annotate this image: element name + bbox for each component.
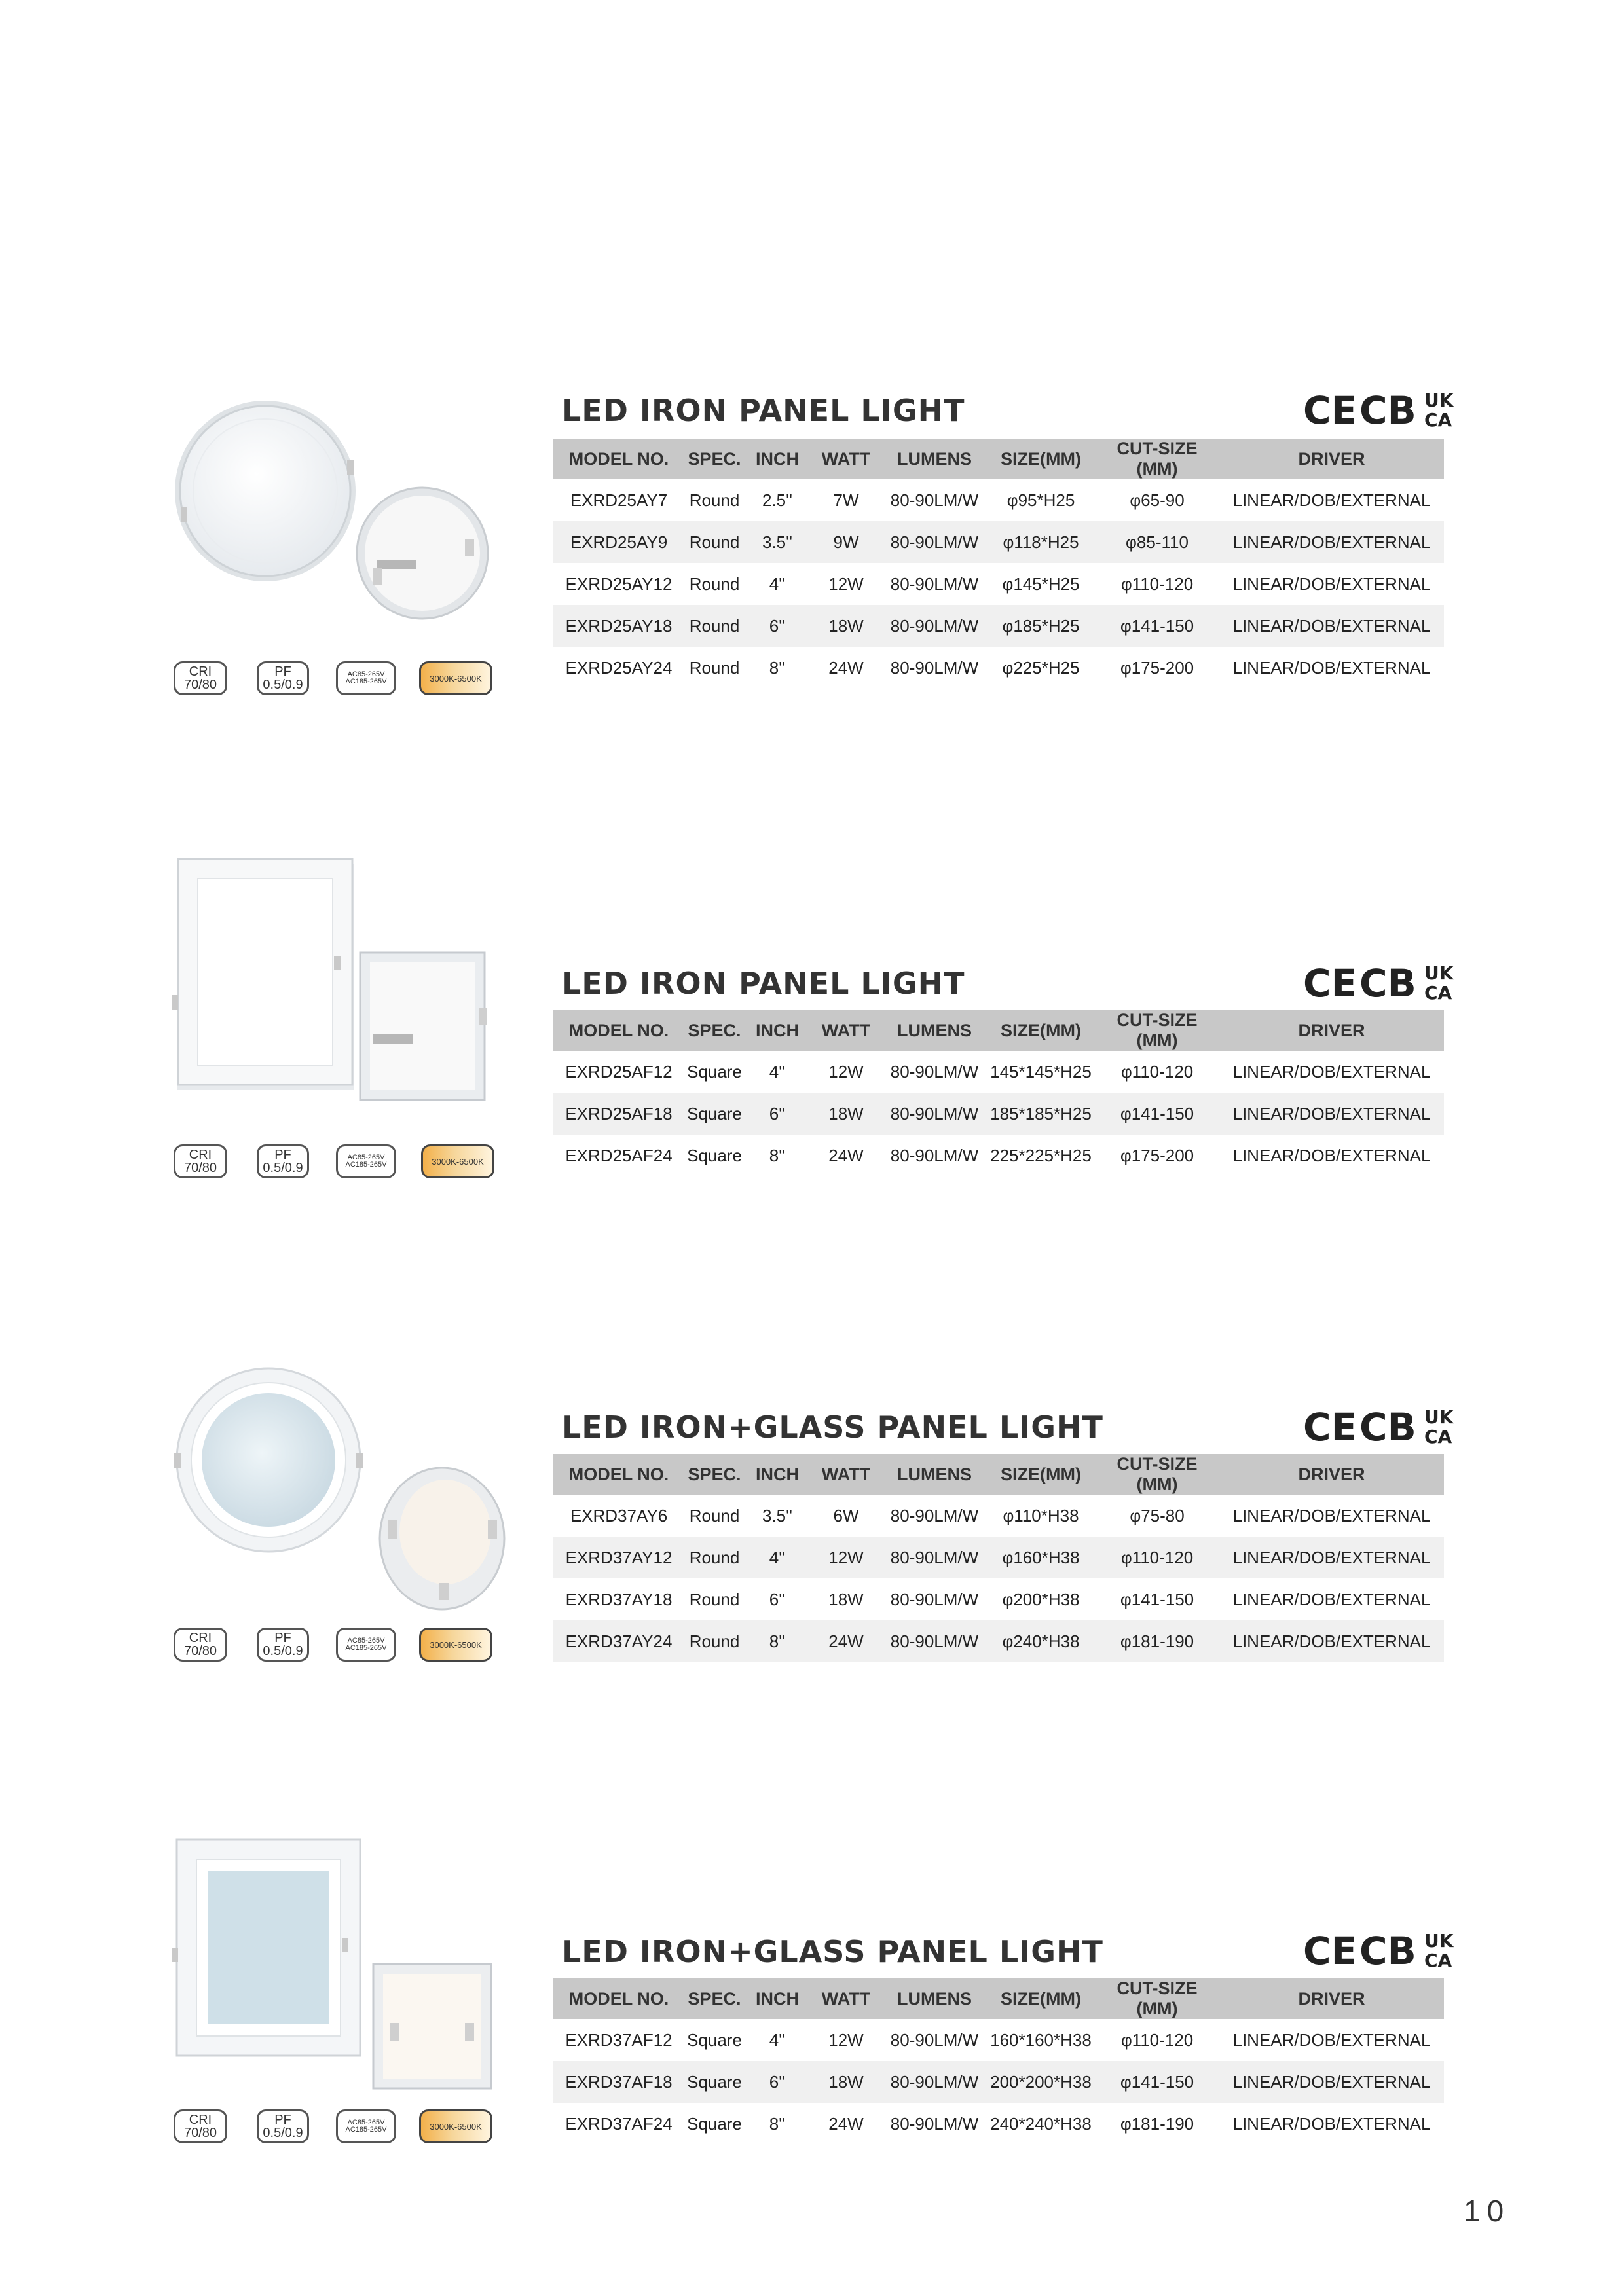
- cri-label: CRI: [189, 1631, 212, 1645]
- table-row: [553, 1620, 1444, 1662]
- table-cell: LINEAR/DOB/EXTERNAL: [1219, 521, 1444, 563]
- column-header: LUMENS: [882, 439, 987, 479]
- table-cell: LINEAR/DOB/EXTERNAL: [1232, 1061, 1431, 1082]
- table-cell: 80-90LM/W: [890, 2030, 979, 2050]
- table-cell: EXRD37AF24: [565, 2113, 673, 2134]
- pf-badge: [257, 2109, 309, 2143]
- cri-label: CRI: [189, 2113, 212, 2127]
- cri-label: CRI: [189, 1148, 212, 1162]
- column-header: WATT: [810, 1010, 882, 1051]
- table-cell: Square: [687, 2030, 742, 2050]
- column-header: DRIVER: [1219, 439, 1444, 479]
- svg-text:CA: CA: [1424, 1950, 1452, 1969]
- column-header: SIZE(MM): [987, 1978, 1095, 2019]
- table-row: [553, 1051, 1444, 1093]
- table-row: [553, 521, 1444, 563]
- cri-badge: [174, 1628, 227, 1662]
- table-row: [553, 563, 1444, 605]
- table-row: [553, 1495, 1444, 1537]
- cri-label: CRI: [189, 665, 212, 679]
- column-header: SPEC.: [684, 1978, 745, 2019]
- column-header: CUT-SIZE (MM): [1095, 1978, 1219, 2019]
- cri-badge: [174, 661, 227, 695]
- spec-table: [553, 1978, 1444, 2145]
- table-cell: φ110-120: [1120, 2030, 1194, 2050]
- column-header: INCH: [745, 1454, 810, 1495]
- pf-label: PF: [274, 1148, 291, 1162]
- column-header: SPEC.: [684, 439, 745, 479]
- cb-mark-icon: [1359, 390, 1416, 429]
- table-header-row: [553, 1978, 1444, 2019]
- table-cell: LINEAR/DOB/EXTERNAL: [1232, 2113, 1431, 2134]
- certification-marks: [1303, 962, 1454, 1002]
- svg-text:CE: CE: [1303, 1930, 1357, 1969]
- table-cell: EXRD37AF18: [553, 2061, 684, 2103]
- table-cell: 18W: [828, 1589, 864, 1609]
- table-cell: 80-90LM/W: [882, 1093, 987, 1135]
- table-cell: φ110-120: [1095, 1537, 1219, 1578]
- table-cell: Round: [684, 1537, 745, 1578]
- table-cell: φ181-190: [1120, 2113, 1194, 2134]
- table-cell: EXRD25AY18: [553, 605, 684, 647]
- certification-marks: [1303, 1930, 1454, 1969]
- table-cell: 12W: [828, 2030, 864, 2050]
- spec-badges: [174, 661, 501, 699]
- table-cell: LINEAR/DOB/EXTERNAL: [1219, 605, 1444, 647]
- table-cell: φ110-120: [1120, 1061, 1194, 1082]
- table-cell: 240*240*H38: [990, 2113, 1092, 2134]
- column-header: LUMENS: [882, 1454, 987, 1495]
- column-header: SPEC.: [684, 1010, 745, 1051]
- svg-text:CA: CA: [1424, 982, 1452, 1002]
- table-cell: LINEAR/DOB/EXTERNAL: [1219, 1537, 1444, 1578]
- table-cell: Square: [687, 1145, 742, 1165]
- table-cell: 225*225*H25: [990, 1145, 1092, 1165]
- table-header-row: [553, 1454, 1444, 1495]
- table-cell: 8'': [769, 1145, 786, 1165]
- table-row: [553, 479, 1444, 521]
- table-cell: LINEAR/DOB/EXTERNAL: [1232, 2030, 1431, 2050]
- voltage-line-2: AC185-265V: [345, 2126, 387, 2134]
- column-header: INCH: [745, 1010, 810, 1051]
- cri-value: 70/80: [183, 678, 217, 692]
- table-cell: 80-90LM/W: [890, 2113, 979, 2134]
- table-cell: φ85-110: [1095, 521, 1219, 563]
- pf-value: 0.5/0.9: [263, 1161, 303, 1175]
- spec-table: [553, 1010, 1444, 1176]
- ce-mark-icon: [1303, 1406, 1357, 1446]
- column-header: DRIVER: [1219, 1010, 1444, 1051]
- spec-badges: [174, 1144, 501, 1182]
- table-cell: EXRD37AY12: [553, 1537, 684, 1578]
- page-number: 10: [1464, 2194, 1511, 2228]
- table-cell: 4'': [769, 1061, 786, 1082]
- table-cell: 6'': [745, 1093, 810, 1135]
- table-cell: Round: [689, 657, 740, 678]
- svg-text:UK: UK: [1424, 962, 1454, 984]
- svg-text:UK: UK: [1424, 1406, 1454, 1428]
- pf-value: 0.5/0.9: [263, 1644, 303, 1658]
- voltage-badge: [336, 1628, 396, 1662]
- cri-badge: [174, 2109, 227, 2143]
- column-header: LUMENS: [882, 1978, 987, 2019]
- table-cell: LINEAR/DOB/EXTERNAL: [1219, 1093, 1444, 1135]
- table-cell: 8'': [769, 2113, 786, 2134]
- table-row: [553, 1135, 1444, 1176]
- table-cell: φ240*H38: [987, 1620, 1095, 1662]
- certification-marks: [1303, 1406, 1454, 1446]
- column-header: WATT: [810, 1454, 882, 1495]
- table-cell: 12W: [828, 1061, 864, 1082]
- table-cell: 6W: [833, 1505, 859, 1525]
- column-header: INCH: [745, 439, 810, 479]
- table-row: [553, 605, 1444, 647]
- column-header: CUT-SIZE (MM): [1095, 439, 1219, 479]
- pf-label: PF: [274, 665, 291, 679]
- table-cell: 80-90LM/W: [882, 1620, 987, 1662]
- ce-mark-icon: [1303, 390, 1357, 429]
- column-header: MODEL NO.: [553, 1978, 684, 2019]
- table-cell: LINEAR/DOB/EXTERNAL: [1232, 574, 1431, 594]
- voltage-line-2: AC185-265V: [345, 1644, 387, 1652]
- table-cell: φ145*H25: [1002, 574, 1080, 594]
- table-cell: 80-90LM/W: [890, 1505, 979, 1525]
- table-cell: Round: [689, 574, 740, 594]
- table-cell: φ160*H38: [987, 1537, 1095, 1578]
- column-header: SIZE(MM): [987, 1454, 1095, 1495]
- table-cell: φ110-120: [1120, 574, 1194, 594]
- svg-text:CE: CE: [1303, 962, 1357, 1002]
- table-cell: LINEAR/DOB/EXTERNAL: [1219, 1620, 1444, 1662]
- table-cell: 6'': [745, 2061, 810, 2103]
- column-header: SIZE(MM): [987, 1010, 1095, 1051]
- table-cell: φ118*H25: [987, 521, 1095, 563]
- table-cell: φ65-90: [1130, 490, 1185, 510]
- ukca-mark-icon: [1424, 390, 1454, 429]
- voltage-badge: [336, 1144, 396, 1178]
- section-title: LED IRON PANEL LIGHT: [562, 966, 965, 1001]
- table-cell: Round: [689, 490, 740, 510]
- table-cell: 80-90LM/W: [882, 605, 987, 647]
- table-cell: Round: [684, 605, 745, 647]
- cri-value: 70/80: [183, 2126, 217, 2140]
- column-header: SPEC.: [684, 1454, 745, 1495]
- table-cell: 7W: [833, 490, 859, 510]
- column-header: MODEL NO.: [553, 1454, 684, 1495]
- table-row: [553, 647, 1444, 689]
- ce-mark-icon: [1303, 1930, 1357, 1969]
- cri-value: 70/80: [183, 1161, 217, 1175]
- svg-text:CB: CB: [1359, 1406, 1416, 1446]
- square-glass-panel-light-icon: [157, 1827, 524, 2102]
- table-cell: 160*160*H38: [990, 2030, 1092, 2050]
- voltage-line-1: AC85-265V: [347, 670, 385, 678]
- table-cell: φ185*H25: [987, 605, 1095, 647]
- section-title: LED IRON+GLASS PANEL LIGHT: [562, 1410, 1103, 1445]
- pf-value: 0.5/0.9: [263, 678, 303, 692]
- table-cell: 145*145*H25: [990, 1061, 1092, 1082]
- table-cell: φ75-80: [1130, 1505, 1185, 1525]
- pf-label: PF: [274, 1631, 291, 1645]
- pf-label: PF: [274, 2113, 291, 2127]
- ukca-mark-icon: [1424, 962, 1454, 1002]
- table-cell: 80-90LM/W: [882, 521, 987, 563]
- table-cell: φ200*H38: [1002, 1589, 1080, 1609]
- table-cell: EXRD25AF24: [565, 1145, 673, 1165]
- table-cell: 80-90LM/W: [890, 657, 979, 678]
- table-cell: LINEAR/DOB/EXTERNAL: [1232, 490, 1431, 510]
- column-header: INCH: [745, 1978, 810, 2019]
- table-cell: EXRD25AF12: [565, 1061, 673, 1082]
- table-row: [553, 1537, 1444, 1578]
- column-header: CUT-SIZE (MM): [1095, 1454, 1219, 1495]
- certification-marks: [1303, 390, 1454, 429]
- table-cell: EXRD25AY7: [570, 490, 668, 510]
- column-header: SIZE(MM): [987, 439, 1095, 479]
- spec-badges: [174, 2109, 501, 2147]
- cct-badge: 3000K-6500K: [419, 2109, 492, 2143]
- voltage-line-1: AC85-265V: [347, 2119, 385, 2126]
- cct-badge: 3000K-6500K: [419, 661, 492, 695]
- table-cell: EXRD37AY6: [570, 1505, 668, 1525]
- table-cell: 4'': [769, 2030, 786, 2050]
- table-cell: EXRD25AY12: [565, 574, 673, 594]
- table-cell: Round: [684, 521, 745, 563]
- section-title: LED IRON+GLASS PANEL LIGHT: [562, 1934, 1103, 1969]
- table-cell: φ95*H25: [1006, 490, 1075, 510]
- table-cell: 3.5'': [745, 521, 810, 563]
- column-header: CUT-SIZE (MM): [1095, 1010, 1219, 1051]
- voltage-line-2: AC185-265V: [345, 678, 387, 685]
- spec-table: [553, 1454, 1444, 1662]
- table-cell: 9W: [810, 521, 882, 563]
- column-header: LUMENS: [882, 1010, 987, 1051]
- table-row: [553, 1093, 1444, 1135]
- square-panel-light-icon: [157, 851, 524, 1113]
- table-cell: Square: [684, 2061, 745, 2103]
- table-cell: EXRD37AF12: [565, 2030, 673, 2050]
- round-panel-light-icon: [157, 363, 524, 651]
- table-row: [553, 2103, 1444, 2145]
- table-cell: φ141-150: [1095, 2061, 1219, 2103]
- cri-badge: [174, 1144, 227, 1178]
- column-header: WATT: [810, 439, 882, 479]
- svg-text:CB: CB: [1359, 390, 1416, 429]
- table-cell: LINEAR/DOB/EXTERNAL: [1219, 2061, 1444, 2103]
- table-cell: φ175-200: [1120, 1145, 1194, 1165]
- cb-mark-icon: [1359, 1930, 1416, 1969]
- table-row: [553, 2061, 1444, 2103]
- table-cell: 8'': [745, 1620, 810, 1662]
- cri-value: 70/80: [183, 1644, 217, 1658]
- table-cell: Square: [684, 1093, 745, 1135]
- svg-text:CA: CA: [1424, 409, 1452, 429]
- table-cell: 4'': [769, 574, 786, 594]
- table-cell: 80-90LM/W: [890, 490, 979, 510]
- table-cell: 3.5'': [762, 1505, 793, 1525]
- pf-badge: [257, 1628, 309, 1662]
- table-cell: φ141-150: [1095, 605, 1219, 647]
- table-cell: 6'': [745, 605, 810, 647]
- table-cell: EXRD37AY18: [565, 1589, 673, 1609]
- table-cell: Round: [684, 1620, 745, 1662]
- pf-badge: [257, 661, 309, 695]
- round-glass-panel-light-icon: [157, 1336, 524, 1624]
- table-cell: 24W: [828, 2113, 864, 2134]
- svg-text:UK: UK: [1424, 390, 1454, 411]
- table-cell: LINEAR/DOB/EXTERNAL: [1232, 1589, 1431, 1609]
- table-cell: φ225*H25: [1002, 657, 1080, 678]
- table-cell: 200*200*H38: [987, 2061, 1095, 2103]
- voltage-badge: [336, 661, 396, 695]
- column-header: MODEL NO.: [553, 1010, 684, 1051]
- table-cell: LINEAR/DOB/EXTERNAL: [1232, 657, 1431, 678]
- table-cell: LINEAR/DOB/EXTERNAL: [1232, 1505, 1431, 1525]
- table-cell: EXRD25AY24: [565, 657, 673, 678]
- cct-badge: 3000K-6500K: [419, 1628, 492, 1662]
- column-header: MODEL NO.: [553, 439, 684, 479]
- svg-text:UK: UK: [1424, 1930, 1454, 1952]
- column-header: WATT: [810, 1978, 882, 2019]
- voltage-line-1: AC85-265V: [347, 1154, 385, 1161]
- table-cell: 18W: [810, 605, 882, 647]
- spec-table: [553, 439, 1444, 689]
- column-header: DRIVER: [1219, 1978, 1444, 2019]
- table-cell: 24W: [828, 1145, 864, 1165]
- table-cell: EXRD25AY9: [553, 521, 684, 563]
- table-cell: 24W: [828, 657, 864, 678]
- column-header: DRIVER: [1219, 1454, 1444, 1495]
- ukca-mark-icon: [1424, 1406, 1454, 1446]
- table-cell: φ110*H38: [1003, 1505, 1079, 1525]
- table-cell: 185*185*H25: [987, 1093, 1095, 1135]
- voltage-badge: [336, 2109, 396, 2143]
- table-cell: Square: [687, 2113, 742, 2134]
- table-row: [553, 1578, 1444, 1620]
- cb-mark-icon: [1359, 1406, 1416, 1446]
- svg-text:CE: CE: [1303, 390, 1357, 429]
- cct-badge: 3000K-6500K: [421, 1144, 494, 1178]
- voltage-line-1: AC85-265V: [347, 1637, 385, 1645]
- table-cell: 12W: [828, 574, 864, 594]
- voltage-line-2: AC185-265V: [345, 1161, 387, 1169]
- table-cell: Square: [687, 1061, 742, 1082]
- table-cell: φ175-200: [1120, 657, 1194, 678]
- spec-badges: [174, 1628, 501, 1666]
- table-cell: EXRD25AF18: [553, 1093, 684, 1135]
- table-cell: Round: [689, 1589, 740, 1609]
- ukca-mark-icon: [1424, 1930, 1454, 1969]
- table-cell: 80-90LM/W: [882, 1537, 987, 1578]
- table-cell: 80-90LM/W: [890, 1145, 979, 1165]
- table-cell: φ181-190: [1095, 1620, 1219, 1662]
- table-cell: LINEAR/DOB/EXTERNAL: [1232, 1145, 1431, 1165]
- ce-mark-icon: [1303, 962, 1357, 1002]
- table-header-row: [553, 439, 1444, 479]
- table-cell: 18W: [810, 1093, 882, 1135]
- table-cell: φ141-150: [1095, 1093, 1219, 1135]
- pf-badge: [257, 1144, 309, 1178]
- svg-text:CB: CB: [1359, 1930, 1416, 1969]
- svg-text:CA: CA: [1424, 1426, 1452, 1446]
- table-cell: 80-90LM/W: [890, 1589, 979, 1609]
- table-header-row: [553, 1010, 1444, 1051]
- section-title: LED IRON PANEL LIGHT: [562, 393, 965, 428]
- table-cell: 80-90LM/W: [890, 1061, 979, 1082]
- table-cell: 8'': [769, 657, 786, 678]
- cb-mark-icon: [1359, 962, 1416, 1002]
- table-cell: φ141-150: [1120, 1589, 1194, 1609]
- svg-text:CB: CB: [1359, 962, 1416, 1002]
- table-cell: 12W: [810, 1537, 882, 1578]
- table-cell: Round: [689, 1505, 740, 1525]
- table-row: [553, 2019, 1444, 2061]
- table-cell: 4'': [745, 1537, 810, 1578]
- table-cell: EXRD37AY24: [553, 1620, 684, 1662]
- table-cell: 80-90LM/W: [882, 2061, 987, 2103]
- table-cell: 6'': [769, 1589, 786, 1609]
- table-cell: 80-90LM/W: [890, 574, 979, 594]
- table-cell: 18W: [810, 2061, 882, 2103]
- table-cell: 24W: [810, 1620, 882, 1662]
- table-cell: 2.5'': [762, 490, 793, 510]
- svg-text:CE: CE: [1303, 1406, 1357, 1446]
- pf-value: 0.5/0.9: [263, 2126, 303, 2140]
